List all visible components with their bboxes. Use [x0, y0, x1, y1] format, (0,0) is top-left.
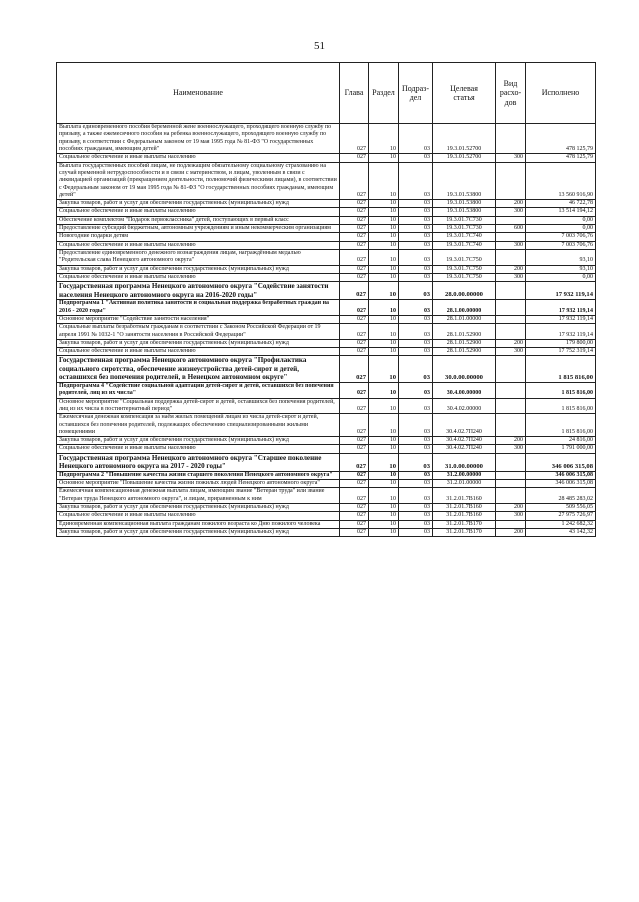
cell-podrazdel: 03 [399, 398, 433, 414]
cell-razdel: 10 [369, 504, 399, 512]
cell-vid: 200 [496, 265, 526, 273]
cell-glava: 027 [340, 398, 369, 414]
cell-amount: 46 722,78 [526, 200, 596, 208]
cell-glava: 027 [340, 480, 369, 488]
cell-podrazdel: 03 [399, 273, 433, 281]
cell-name: Основное мероприятие "Повышение качества жизни пожилых людей Ненецкого автономного округа" [57, 480, 340, 488]
cell-tselevaya: 19.3.01.53800 [433, 200, 496, 208]
cell-tselevaya: 19.3.01.7С730 [433, 225, 496, 233]
table-row [57, 208, 596, 216]
cell-podrazdel: 03 [399, 339, 433, 347]
cell-name: Подпрограмма 2 "Повышение качества жизни старшего поколения Ненецкого автономного округа" [57, 471, 340, 479]
cell-razdel: 10 [369, 512, 399, 520]
cell-glava: 027 [340, 414, 369, 437]
cell-amount: 1 242 682,32 [526, 520, 596, 528]
cell-glava: 027 [340, 382, 369, 398]
cell-podrazdel: 03 [399, 356, 433, 383]
cell-tselevaya: 30.4.02.00000 [433, 398, 496, 414]
table-row [57, 480, 596, 488]
cell-podrazdel: 03 [399, 241, 433, 249]
cell-razdel: 10 [369, 200, 399, 208]
cell-podrazdel: 03 [399, 250, 433, 266]
cell-amount: 1 815 816,00 [526, 356, 596, 383]
cell-amount: 509 556,05 [526, 504, 596, 512]
cell-razdel: 10 [369, 124, 399, 154]
cell-tselevaya: 28.1.01.52900 [433, 324, 496, 340]
cell-vid [496, 233, 526, 241]
cell-podrazdel: 03 [399, 162, 433, 200]
cell-glava: 027 [340, 265, 369, 273]
table-row [57, 339, 596, 347]
cell-razdel: 10 [369, 241, 399, 249]
cell-glava: 027 [340, 315, 369, 323]
cell-glava: 027 [340, 200, 369, 208]
cell-tselevaya: 30.0.00.00000 [433, 356, 496, 383]
cell-name: Государственная программа Ненецкого автономного округа "Старшее поколение Ненецкого автономного округа на 2017 - 2020 годы" [57, 453, 340, 471]
budget-table [56, 62, 596, 537]
cell-vid: 300 [496, 273, 526, 281]
cell-name: Закупка товаров, работ и услуг для обеспечения государственных (муниципальных) нужд [57, 528, 340, 536]
table-row [57, 382, 596, 398]
cell-amount: 7 003 706,76 [526, 241, 596, 249]
cell-vid: 200 [496, 339, 526, 347]
cell-vid [496, 471, 526, 479]
cell-tselevaya: 30.4.02.7П240 [433, 445, 496, 453]
cell-tselevaya: 19.3.01.53800 [433, 162, 496, 200]
cell-amount: 478 125,79 [526, 124, 596, 154]
table-row [57, 348, 596, 356]
cell-glava: 027 [340, 512, 369, 520]
cell-amount: 0,00 [526, 225, 596, 233]
cell-glava: 027 [340, 324, 369, 340]
cell-razdel: 10 [369, 208, 399, 216]
table-row [57, 315, 596, 323]
cell-name: Закупка товаров, работ и услуг для обеспечения государственных (муниципальных) нужд [57, 265, 340, 273]
cell-vid [496, 216, 526, 224]
cell-podrazdel: 03 [399, 208, 433, 216]
cell-name: Социальное обеспечение и иные выплаты населению [57, 445, 340, 453]
cell-name: Социальное обеспечение и иные выплаты населению [57, 348, 340, 356]
cell-glava: 027 [340, 437, 369, 445]
cell-tselevaya: 19.3.01.7С740 [433, 233, 496, 241]
cell-razdel: 10 [369, 437, 399, 445]
table-row [57, 241, 596, 249]
cell-vid [496, 398, 526, 414]
cell-name: Государственная программа Ненецкого автономного округа "Содействие занятости населения Ненецкого автономного округа на 2016-2020 годы" [57, 282, 340, 300]
cell-razdel: 10 [369, 356, 399, 383]
cell-name: Социальное обеспечение и иные выплаты населению [57, 154, 340, 162]
cell-vid [496, 480, 526, 488]
cell-glava: 027 [340, 124, 369, 154]
table-row [57, 356, 596, 383]
cell-name: Закупка товаров, работ и услуг для обеспечения государственных (муниципальных) нужд [57, 437, 340, 445]
cell-name: Основное мероприятие "Содействие занятости населения" [57, 315, 340, 323]
cell-razdel: 10 [369, 154, 399, 162]
cell-glava: 027 [340, 216, 369, 224]
cell-glava: 027 [340, 250, 369, 266]
cell-amount: 1 815 816,00 [526, 382, 596, 398]
cell-name: Ежемесячная компенсационная денежная выплата лицам, имеющим звание "Ветеран труда" или звание "Ветеран труда Ненецкого автономного округа", и лицам, приравненным к ним [57, 488, 340, 504]
cell-razdel: 10 [369, 250, 399, 266]
cell-tselevaya: 31.2.01.7В160 [433, 512, 496, 520]
table-row [57, 437, 596, 445]
cell-amount: 17 932 119,14 [526, 300, 596, 316]
table-row [57, 200, 596, 208]
cell-name: Обеспечение комплектом "Подарок первоклассника" детей, поступающих в первый класс [57, 216, 340, 224]
cell-podrazdel: 03 [399, 512, 433, 520]
cell-glava: 027 [340, 488, 369, 504]
cell-vid [496, 300, 526, 316]
cell-amount: 17 932 119,14 [526, 315, 596, 323]
cell-razdel: 10 [369, 453, 399, 471]
cell-tselevaya: 31.2.00.00000 [433, 471, 496, 479]
cell-glava: 027 [340, 208, 369, 216]
table-row [57, 282, 596, 300]
cell-vid: 200 [496, 504, 526, 512]
cell-tselevaya: 19.3.01.52700 [433, 124, 496, 154]
cell-razdel: 10 [369, 520, 399, 528]
cell-tselevaya: 19.3.01.53800 [433, 208, 496, 216]
cell-podrazdel: 03 [399, 300, 433, 316]
cell-glava: 027 [340, 154, 369, 162]
cell-name: Выплата единовременного пособия беременной жене военнослужащего, проходящего военную службу по призыву, а также ежемесячного пособия на ребенка военнослужащего, проходящего военную службу по призыву, в соответствии с Федеральным законом от 19 мая 1995 года № 81-ФЗ "О государственных пособиях гражданам, имеющим детей" [57, 124, 340, 154]
cell-tselevaya: 28.1.01.00000 [433, 315, 496, 323]
cell-amount: 1 815 816,00 [526, 398, 596, 414]
cell-amount: 43 142,32 [526, 528, 596, 536]
cell-podrazdel: 03 [399, 348, 433, 356]
cell-tselevaya: 19.3.01.7С730 [433, 216, 496, 224]
table-row [57, 225, 596, 233]
cell-vid [496, 250, 526, 266]
cell-tselevaya: 19.3.01.7С740 [433, 241, 496, 249]
cell-vid: 300 [496, 512, 526, 520]
cell-razdel: 10 [369, 315, 399, 323]
table-header-row [57, 63, 596, 124]
header-tselevaya: Целевая статья [433, 63, 496, 124]
cell-amount: 7 003 706,76 [526, 233, 596, 241]
table-row [57, 512, 596, 520]
cell-vid: 300 [496, 348, 526, 356]
cell-podrazdel: 03 [399, 414, 433, 437]
cell-tselevaya: 31.2.01.7В160 [433, 488, 496, 504]
cell-vid [496, 520, 526, 528]
cell-amount: 346 006 315,08 [526, 471, 596, 479]
cell-name: Закупка товаров, работ и услуг для обеспечения государственных (муниципальных) нужд [57, 504, 340, 512]
table-row [57, 124, 596, 154]
cell-name: Основное мероприятие "Социальная поддержка детей-сирот и детей, оставшихся без попечения родителей, лиц из их числа в постинтернатный период" [57, 398, 340, 414]
cell-tselevaya: 31.0.00.00000 [433, 453, 496, 471]
table-row [57, 528, 596, 536]
table-row [57, 233, 596, 241]
table-row [57, 273, 596, 281]
cell-podrazdel: 03 [399, 324, 433, 340]
cell-razdel: 10 [369, 348, 399, 356]
table-row [57, 250, 596, 266]
cell-vid: 300 [496, 154, 526, 162]
cell-podrazdel: 03 [399, 437, 433, 445]
table-row [57, 504, 596, 512]
cell-vid: 300 [496, 445, 526, 453]
cell-podrazdel: 03 [399, 445, 433, 453]
cell-razdel: 10 [369, 300, 399, 316]
cell-razdel: 10 [369, 488, 399, 504]
page-number: 51 [314, 40, 325, 52]
cell-name: Предоставление субсидий бюджетным, автономным учреждениям и иным некоммерческим организациям [57, 225, 340, 233]
cell-vid [496, 315, 526, 323]
cell-razdel: 10 [369, 216, 399, 224]
cell-amount: 179 800,00 [526, 339, 596, 347]
header-razdel: Раздел [369, 63, 399, 124]
header-glava: Глава [340, 63, 369, 124]
cell-glava: 027 [340, 241, 369, 249]
cell-tselevaya: 19.3.01.7С750 [433, 265, 496, 273]
table-row [57, 520, 596, 528]
cell-podrazdel: 03 [399, 315, 433, 323]
header-name: Наименование [57, 63, 340, 124]
cell-tselevaya: 31.2.01.00000 [433, 480, 496, 488]
cell-vid [496, 282, 526, 300]
cell-tselevaya: 28.1.00.00000 [433, 300, 496, 316]
cell-amount: 13 560 916,90 [526, 162, 596, 200]
cell-podrazdel: 03 [399, 520, 433, 528]
cell-razdel: 10 [369, 445, 399, 453]
cell-razdel: 10 [369, 398, 399, 414]
cell-name: Социальное обеспечение и иные выплаты населению [57, 208, 340, 216]
cell-vid [496, 124, 526, 154]
cell-vid: 300 [496, 241, 526, 249]
cell-name: Единовременная компенсационная выплата гражданам пожилого возраста ко Дню пожилого человека [57, 520, 340, 528]
table-row [57, 453, 596, 471]
cell-name: Закупка товаров, работ и услуг для обеспечения государственных (муниципальных) нужд [57, 339, 340, 347]
cell-tselevaya: 19.3.01.52700 [433, 154, 496, 162]
cell-razdel: 10 [369, 324, 399, 340]
cell-amount: 13 514 194,12 [526, 208, 596, 216]
cell-vid [496, 382, 526, 398]
cell-razdel: 10 [369, 273, 399, 281]
cell-glava: 027 [340, 300, 369, 316]
cell-vid [496, 162, 526, 200]
cell-tselevaya: 30.4.02.7П240 [433, 437, 496, 445]
cell-amount: 93,10 [526, 250, 596, 266]
cell-podrazdel: 03 [399, 216, 433, 224]
cell-amount: 28 485 283,02 [526, 488, 596, 504]
cell-tselevaya: 19.3.01.7С750 [433, 250, 496, 266]
cell-glava: 027 [340, 233, 369, 241]
cell-razdel: 10 [369, 233, 399, 241]
cell-razdel: 10 [369, 265, 399, 273]
cell-name: Подпрограмма 4 "Содействие социальной адаптации детей-сирот и детей, оставшихся без попечения родителей, лиц из их числа" [57, 382, 340, 398]
header-podrazdel: Подраз- дел [399, 63, 433, 124]
table-row [57, 216, 596, 224]
cell-name: Социальное обеспечение и иные выплаты населению [57, 241, 340, 249]
cell-podrazdel: 03 [399, 200, 433, 208]
table-row [57, 265, 596, 273]
cell-amount: 346 006 315,08 [526, 453, 596, 471]
cell-tselevaya: 28.1.01.52900 [433, 348, 496, 356]
cell-vid [496, 324, 526, 340]
cell-name: Выплата государственных пособий лицам, не подлежащим обязательному социальному страхованию на случай временной нетрудоспособности и в связи с материнством, и лицам, уволенным в связи с ликвидацией организаций (прекращением деятельности, полномочий физическими лицами), в соответствии с Федеральным законом от 19 мая 1995 года № 81-ФЗ "О государственных пособиях гражданам, имеющим детей" [57, 162, 340, 200]
table-row [57, 324, 596, 340]
cell-podrazdel: 03 [399, 480, 433, 488]
cell-tselevaya: 31.2.01.7В170 [433, 528, 496, 536]
cell-name: Социальные выплаты безработным гражданам в соответствии с Законом Российской Федерации от 19 апреля 1991 № 1032-1 "О занятости населения в Российской Федерации" [57, 324, 340, 340]
cell-name: Государственная программа Ненецкого автономного округа "Профилактика социального сиротства, обеспечение жизнеустройства детей-сирот и детей, оставшихся без попечения родителей, в Ненецком автономном округе" [57, 356, 340, 383]
cell-amount: 27 975 726,97 [526, 512, 596, 520]
cell-podrazdel: 03 [399, 382, 433, 398]
cell-vid: 200 [496, 437, 526, 445]
cell-podrazdel: 03 [399, 504, 433, 512]
cell-glava: 027 [340, 225, 369, 233]
cell-amount: 0,00 [526, 216, 596, 224]
cell-amount: 0,00 [526, 273, 596, 281]
cell-name: Социальное обеспечение и иные выплаты населению [57, 512, 340, 520]
cell-razdel: 10 [369, 528, 399, 536]
cell-glava: 027 [340, 520, 369, 528]
cell-amount: 346 006 315,08 [526, 480, 596, 488]
cell-glava: 027 [340, 273, 369, 281]
cell-razdel: 10 [369, 282, 399, 300]
cell-podrazdel: 03 [399, 488, 433, 504]
cell-glava: 027 [340, 504, 369, 512]
cell-tselevaya: 28.1.01.52900 [433, 339, 496, 347]
table-row [57, 445, 596, 453]
table-row [57, 414, 596, 437]
cell-amount: 1 791 000,00 [526, 445, 596, 453]
table-row [57, 162, 596, 200]
cell-name: Подпрограмма 1 "Активная политика занятости и социальная поддержка безработных граждан на 2016 - 2020 годы" [57, 300, 340, 316]
cell-vid: 200 [496, 200, 526, 208]
cell-podrazdel: 03 [399, 124, 433, 154]
cell-glava: 027 [340, 339, 369, 347]
cell-vid: 200 [496, 528, 526, 536]
cell-vid: 600 [496, 225, 526, 233]
cell-amount: 1 815 816,00 [526, 414, 596, 437]
cell-tselevaya: 30.4.02.7П240 [433, 414, 496, 437]
cell-vid [496, 414, 526, 437]
cell-tselevaya: 28.0.00.00000 [433, 282, 496, 300]
cell-tselevaya: 31.2.01.7В170 [433, 520, 496, 528]
cell-razdel: 10 [369, 471, 399, 479]
cell-glava: 027 [340, 162, 369, 200]
cell-glava: 027 [340, 356, 369, 383]
cell-podrazdel: 03 [399, 225, 433, 233]
cell-podrazdel: 03 [399, 233, 433, 241]
cell-amount: 478 125,79 [526, 154, 596, 162]
table-row [57, 300, 596, 316]
cell-razdel: 10 [369, 414, 399, 437]
cell-razdel: 10 [369, 480, 399, 488]
table-body [57, 124, 596, 537]
cell-podrazdel: 03 [399, 265, 433, 273]
cell-name: Новогодние подарки детям [57, 233, 340, 241]
table-row [57, 398, 596, 414]
header-ispolneno: Исполнено [526, 63, 596, 124]
cell-razdel: 10 [369, 162, 399, 200]
table-row [57, 471, 596, 479]
cell-name: Закупка товаров, работ и услуг для обеспечения государственных (муниципальных) нужд [57, 200, 340, 208]
cell-podrazdel: 03 [399, 471, 433, 479]
cell-podrazdel: 03 [399, 528, 433, 536]
cell-glava: 027 [340, 282, 369, 300]
cell-podrazdel: 03 [399, 154, 433, 162]
cell-podrazdel: 03 [399, 453, 433, 471]
cell-amount: 17 932 119,14 [526, 282, 596, 300]
cell-glava: 027 [340, 453, 369, 471]
cell-amount: 17 752 319,14 [526, 348, 596, 356]
cell-glava: 027 [340, 528, 369, 536]
cell-glava: 027 [340, 348, 369, 356]
cell-vid [496, 488, 526, 504]
cell-name: Предоставление единовременного денежного вознаграждения лицам, награждённым медалью "Родительская слава Ненецкого автономного округа" [57, 250, 340, 266]
cell-amount: 24 816,00 [526, 437, 596, 445]
cell-vid [496, 453, 526, 471]
cell-name: Ежемесячная денежная компенсация за наём жилых помещений лицам из числа детей-сирот и детей, оставшихся без попечения родителей, подлежащих обеспечению специализированными жилыми помещениями [57, 414, 340, 437]
cell-podrazdel: 03 [399, 282, 433, 300]
cell-razdel: 10 [369, 339, 399, 347]
table-row [57, 154, 596, 162]
cell-razdel: 10 [369, 225, 399, 233]
cell-glava: 027 [340, 445, 369, 453]
header-vid: Вид расхо- дов [496, 63, 526, 124]
cell-tselevaya: 19.3.01.7С750 [433, 273, 496, 281]
cell-vid: 300 [496, 208, 526, 216]
cell-razdel: 10 [369, 382, 399, 398]
cell-name: Социальное обеспечение и иные выплаты населению [57, 273, 340, 281]
cell-amount: 93,10 [526, 265, 596, 273]
cell-glava: 027 [340, 471, 369, 479]
table-row [57, 488, 596, 504]
cell-vid [496, 356, 526, 383]
cell-tselevaya: 30.4.00.00000 [433, 382, 496, 398]
cell-amount: 17 932 119,14 [526, 324, 596, 340]
cell-tselevaya: 31.2.01.7В160 [433, 504, 496, 512]
